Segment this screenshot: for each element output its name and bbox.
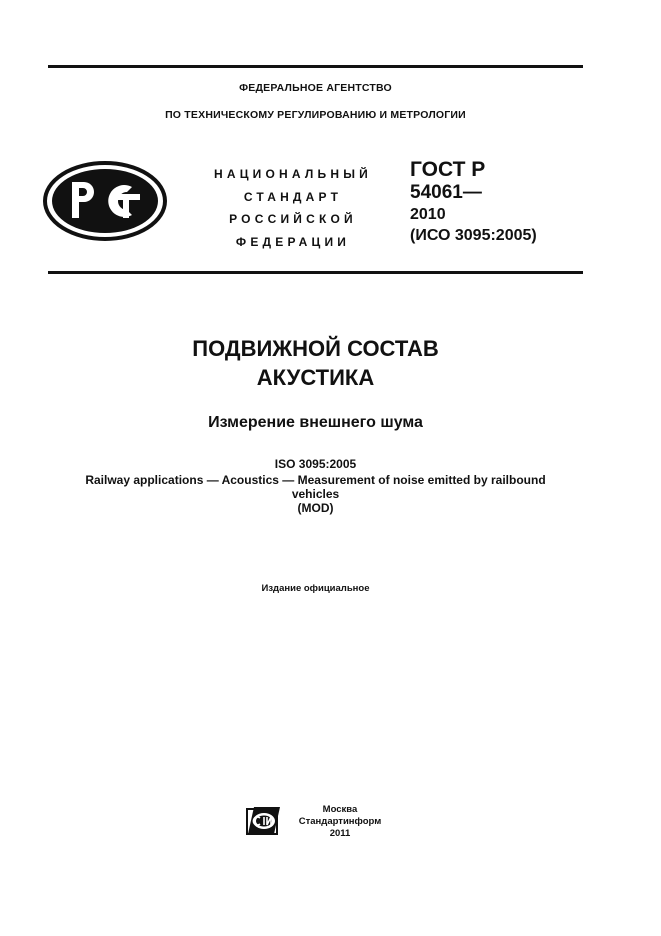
- top-rule: [48, 65, 583, 68]
- iso-title-line-2: vehicles: [291, 487, 340, 501]
- agency-line-1: ФЕДЕРАЛЬНОЕ АГЕНТСТВО: [239, 82, 392, 94]
- national-standard-line-4: ФЕДЕРАЦИИ: [235, 234, 351, 249]
- publisher-city: Москва: [322, 804, 358, 815]
- rst-certification-mark-icon: [42, 160, 168, 242]
- national-standard-line-1: НАЦИОНАЛЬНЫЙ: [213, 167, 373, 181]
- document-subtitle: Измерение внешнего шума: [208, 414, 423, 431]
- gost-designation-line-3: 2010: [410, 206, 446, 223]
- document-title-line-1: ПОДВИЖНОЙ СОСТАВ: [192, 336, 439, 361]
- agency-line-2: ПО ТЕХНИЧЕСКОМУ РЕГУЛИРОВАНИЮ И МЕТРОЛОГИИ: [165, 109, 466, 121]
- gost-designation-line-1: ГОСТ Р: [410, 158, 486, 181]
- publication-year: 2011: [329, 828, 351, 839]
- middle-rule: [48, 271, 583, 274]
- publisher-name: Стандартинформ: [298, 816, 382, 827]
- national-standard-heading: [198, 163, 388, 253]
- gost-designation: [410, 158, 585, 247]
- gost-designation-line-4: (ИСО 3095:2005): [410, 227, 537, 244]
- national-standard-line-3: РОССИЙСКОЙ: [229, 212, 357, 226]
- iso-code: ISO 3095:2005: [274, 457, 357, 471]
- iso-title-line-1: Railway applications — Acoustics — Measurement of noise emitted by railbound: [85, 473, 546, 487]
- standartinform-logo-icon: [246, 806, 282, 836]
- iso-modification: (MOD): [297, 501, 334, 515]
- national-standard-line-2: СТАНДАРТ: [243, 189, 343, 204]
- gost-designation-line-2: 54061—: [410, 182, 482, 203]
- edition-note: Издание официальное: [261, 583, 370, 594]
- document-title-line-2: АКУСТИКА: [256, 365, 375, 390]
